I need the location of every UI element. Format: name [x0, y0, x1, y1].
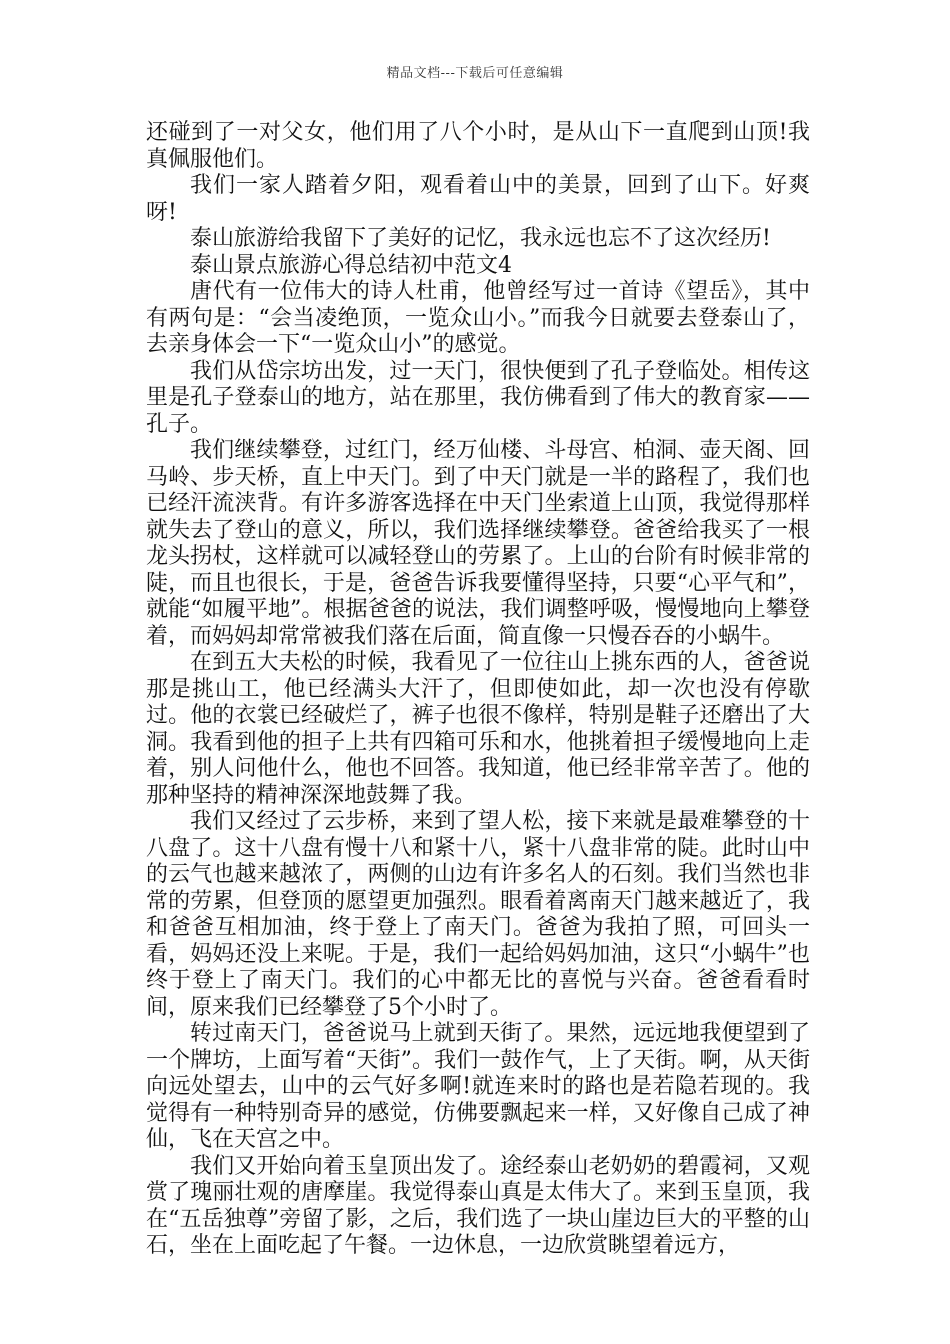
paragraph: 还碰到了一对父女，他们用了八个小时，是从山下一直爬到山顶!我真佩服他们。 — [146, 120, 810, 172]
paragraph: 我们从岱宗坊出发，过一天门，很快便到了孔子登临处。相传这里是孔子登泰山的地方，站在那里，我仿佛看到了伟大的教育家——孔子。 — [146, 358, 810, 437]
section-heading: 泰山景点旅游心得总结初中范文4 — [190, 252, 512, 278]
paragraph: 在到五大夫松的时候，我看见了一位往山上挑东西的人，爸爸说那是挑山工，他已经满头大汗了，但即使如此，却一次也没有停歇过。他的衣裳已经破烂了，裤子也很不像样，特别是鞋子还磨出了大洞。我看到他的担子上共有四箱可乐和水，他挑着担子缓慢地向上走着，别人问他什么，他也不回答。我知道，他已经非常辛苦了。他的那种坚持的精神深深地鼓舞了我。 — [146, 650, 810, 808]
paragraph: 我们又开始向着玉皇顶出发了。途经泰山老奶奶的碧霞祠，又观赏了瑰丽壮观的唐摩崖。我觉得泰山真是太伟大了。来到玉皇顶，我在“五岳独尊”旁留了影，之后，我们选了一块山崖边巨大的平整的山石，坐在上面吃起了午餐。一边休息，一边欣赏眺望着远方， — [146, 1153, 810, 1258]
paragraph: 我们一家人踏着夕阳，观看着山中的美景，回到了山下。好爽呀! — [146, 173, 810, 225]
page-header: 精品文档---下载后可任意编辑 — [386, 66, 564, 81]
paragraph: 唐代有一位伟大的诗人杜甫，他曾经写过一首诗《望岳》，其中有两句是：“会当凌绝顶，一览众山小。”而我今日就要去登泰山了，去亲身体会一下“一览众山小”的感觉。 — [146, 279, 810, 357]
paragraph: 转过南天门，爸爸说马上就到天街了。果然，远远地我便望到了一个牌坊，上面写着“天街”。我们一鼓作气，上了天街。啊，从天街向远处望去，山中的云气好多啊!就连来时的路也是若隐若现的。我觉得有一种特别奇异的感觉，仿佛要飘起来一样，又好像自己成了神仙，飞在天宫之中。 — [146, 1021, 810, 1152]
paragraph: 泰山旅游给我留下了美好的记忆，我永远也忘不了这次经历! — [190, 226, 771, 251]
paragraph: 我们又经过了云步桥，来到了望人松，接下来就是最难攀登的十八盘了。这十八盘有慢十八和紧十八，紧十八盘非常的陡。此时山中的云气也越来越浓了，两侧的山边有许多名人的石刻。我们当然也非常的劳累，但登顶的愿望更加强烈。眼看着离南天门越来越近了，我和爸爸互相加油，终于登上了南天门。爸爸为我拍了照，可回头一看，妈妈还没上来呢。于是，我们一起给妈妈加油，这只“小蜗牛”也终于登上了南天门。我们的心中都无比的喜悦与兴奋。爸爸看看时间，原来我们已经攀登了5个小时了。 — [146, 809, 810, 1020]
article-body — [146, 120, 810, 1260]
paragraph: 我们继续攀登，过红门，经万仙楼、斗母宫、柏洞、壶天阁、回马岭、步天桥，直上中天门。到了中天门就是一半的路程了，我们也已经汗流浃背。有许多游客选择在中天门坐索道上山顶，我觉得那样就失去了登山的意义，所以，我们选择继续攀登。爸爸给我买了一根龙头拐杖，这样就可以减轻登山的劳累了。上山的台阶有时候非常的陡，而且也很长，于是，爸爸告诉我要懂得坚持，只要“心平气和”，就能“如履平地”。根据爸爸的说法，我们调整呼吸，慢慢地向上攀登着，而妈妈却常常被我们落在后面，简直像一只慢吞吞的小蜗牛。 — [146, 438, 810, 649]
